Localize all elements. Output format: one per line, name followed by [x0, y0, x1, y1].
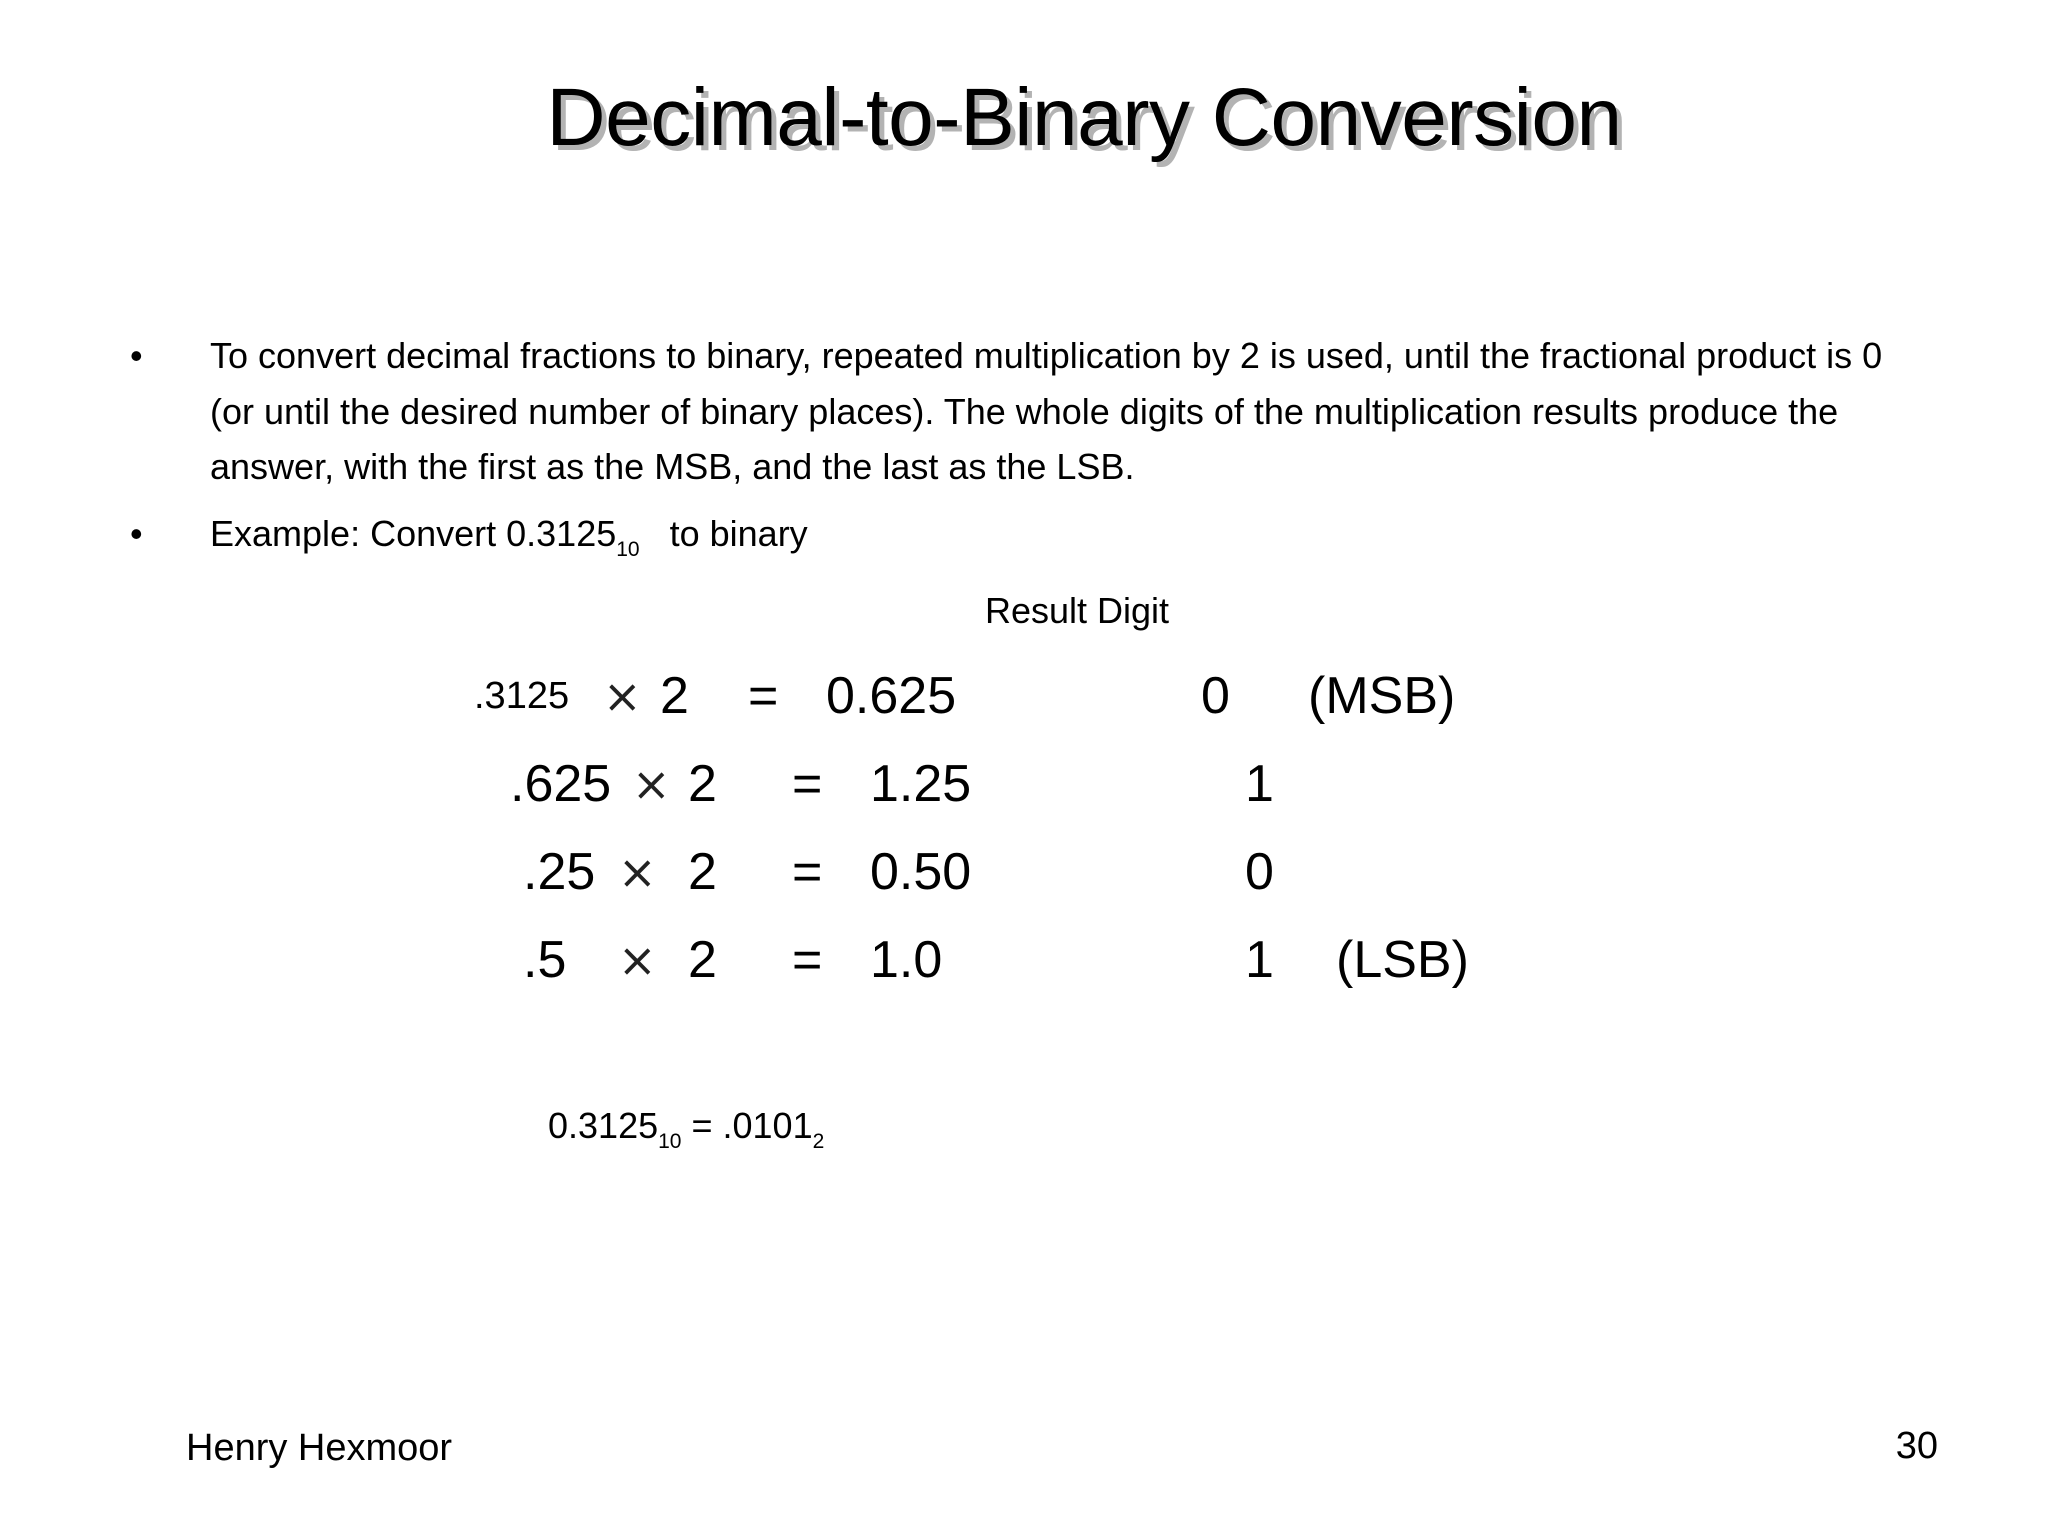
row-factor: 2 [688, 843, 717, 901]
result-lhs-subscript: 10 [658, 1130, 682, 1153]
footer-author: Henry Hexmoor [186, 1427, 453, 1469]
times-symbol: × [618, 845, 657, 899]
row-digit: 1 [1245, 755, 1274, 813]
result-digit-header: Result Digit [985, 590, 1170, 631]
example-prefix: Example: Convert 0.3125 [210, 513, 617, 554]
row-equals: = [748, 667, 779, 725]
conversion-result [548, 1096, 824, 1156]
row-equals: = [792, 843, 823, 901]
row-equals: = [792, 931, 823, 989]
result-lhs: 0.3125 [548, 1105, 659, 1146]
row-digit: 1 [1245, 931, 1274, 989]
row-product: 0.625 [826, 667, 957, 725]
bullet-marker: • [130, 335, 143, 376]
row-operand: .25 [523, 843, 596, 901]
calc-row [0, 916, 2048, 1004]
result-rhs-subscript: 2 [812, 1130, 825, 1153]
calc-row [0, 652, 2048, 740]
example-suffix-spacer [640, 513, 670, 554]
bullet-text-example [210, 506, 1930, 562]
times-symbol: × [632, 757, 671, 811]
row-product: 0.50 [870, 843, 972, 901]
example-suffix: to binary [669, 513, 808, 554]
row-operand: .3125 [474, 675, 570, 717]
row-digit: 0 [1201, 667, 1230, 725]
slide-title: Decimal-to-Binary Conversion [546, 72, 1622, 163]
bullet-text-method: To convert decimal fractions to binary, repeated multiplication by 2 is used, until the fractional product is 0 (or until the desired number of binary places). The whole digits of the multiplication results produce the answer, with the first as the MSB, and the last as the LSB. [210, 335, 1883, 487]
page-number: 30 [1895, 1425, 1938, 1467]
row-equals: = [792, 755, 823, 813]
row-operand: .5 [523, 931, 567, 989]
row-factor: 2 [660, 667, 689, 725]
times-symbol: × [603, 669, 642, 723]
bullet-marker: • [130, 513, 143, 554]
example-base-subscript: 10 [616, 538, 640, 561]
row-factor: 2 [688, 755, 717, 813]
row-factor: 2 [688, 931, 717, 989]
row-product: 1.25 [870, 755, 972, 813]
times-symbol: × [618, 933, 657, 987]
row-product: 1.0 [870, 931, 943, 989]
row-operand: .625 [510, 755, 612, 813]
row-note: (MSB) [1308, 667, 1456, 725]
calc-row [0, 828, 2048, 916]
calc-row [0, 740, 2048, 828]
row-note: (LSB) [1336, 931, 1469, 989]
row-digit: 0 [1245, 843, 1274, 901]
result-equals-value: = .0101 [681, 1105, 813, 1146]
